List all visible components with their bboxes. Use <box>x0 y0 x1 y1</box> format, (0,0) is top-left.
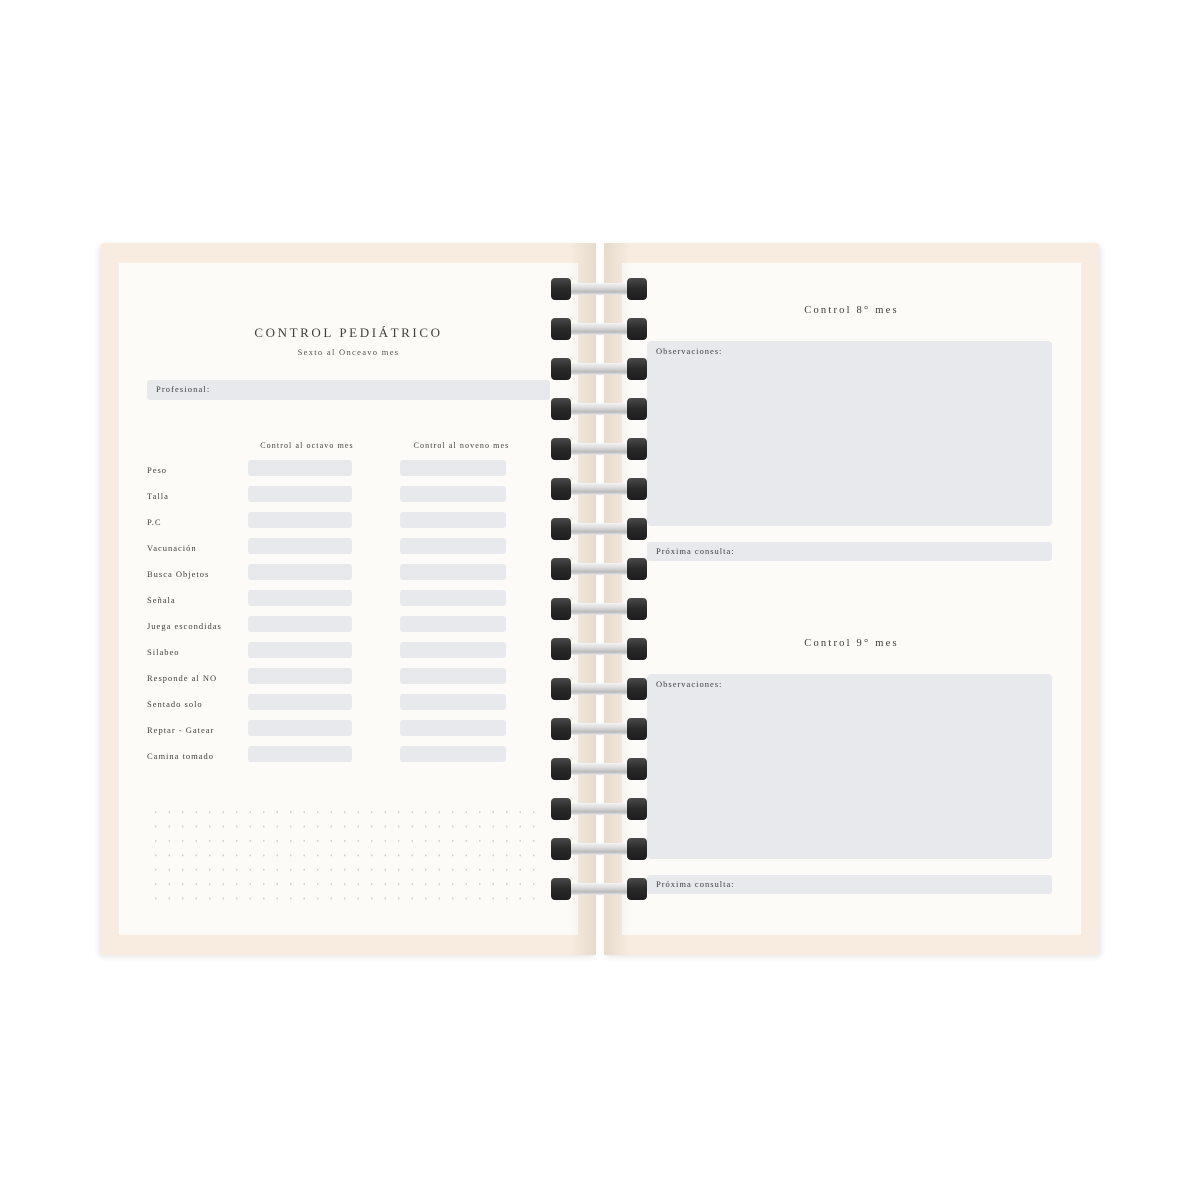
row-label-talla: Talla <box>147 491 169 501</box>
row-label-sentado-solo: Sentado solo <box>147 699 203 709</box>
input-reptar-gatear-month8[interactable] <box>248 720 352 736</box>
input-reptar-gatear-month9[interactable] <box>400 720 506 736</box>
row-label-vacunacion: Vacunación <box>147 543 197 553</box>
input-silabeo-month9[interactable] <box>400 642 506 658</box>
input-peso-month9[interactable] <box>400 460 506 476</box>
input-pc-month9[interactable] <box>400 512 506 528</box>
input-senala-month8[interactable] <box>248 590 352 606</box>
input-camina-tomado-month9[interactable] <box>400 746 506 762</box>
right-page <box>604 243 1099 955</box>
input-juega-escondidas-month9[interactable] <box>400 616 506 632</box>
page-subtitle: Sexto al Onceavo mes <box>297 347 400 357</box>
input-talla-month8[interactable] <box>248 486 352 502</box>
observations-label-month8: Observaciones: <box>656 346 723 356</box>
next-appointment-label-month8: Próxima consulta: <box>656 546 735 556</box>
input-talla-month9[interactable] <box>400 486 506 502</box>
input-busca-objetos-month9[interactable] <box>400 564 506 580</box>
input-silabeo-month8[interactable] <box>248 642 352 658</box>
input-camina-tomado-month8[interactable] <box>248 746 352 762</box>
section-title-month9: Control 9° mes <box>804 638 899 649</box>
input-responde-al-no-month8[interactable] <box>248 668 352 684</box>
next-appointment-field-month9[interactable] <box>647 875 1052 894</box>
observations-label-month9: Observaciones: <box>656 679 723 689</box>
professional-field[interactable] <box>147 380 550 400</box>
input-pc-month8[interactable] <box>248 512 352 528</box>
next-appointment-label-month9: Próxima consulta: <box>656 879 735 889</box>
input-senala-month9[interactable] <box>400 590 506 606</box>
input-juega-escondidas-month8[interactable] <box>248 616 352 632</box>
open-notebook <box>101 243 1099 955</box>
row-label-busca-objetos: Busca Objetos <box>147 569 210 579</box>
row-label-pc: P.C <box>147 517 162 527</box>
left-page <box>101 243 596 955</box>
left-sheet <box>119 263 578 935</box>
dot-grid-notes-area[interactable] <box>147 803 545 911</box>
input-sentado-solo-month9[interactable] <box>400 694 506 710</box>
row-label-reptar-gatear: Reptar - Gatear <box>147 725 215 735</box>
input-responde-al-no-month9[interactable] <box>400 668 506 684</box>
spiral-binding <box>551 278 651 918</box>
input-vacunacion-month9[interactable] <box>400 538 506 554</box>
column-header-month8: Control al octavo mes <box>260 441 354 450</box>
row-label-juega-escondidas: Juega escondidas <box>147 621 222 631</box>
observations-field-month8[interactable] <box>647 341 1052 526</box>
row-label-camina-tomado: Camina tomado <box>147 751 215 761</box>
row-label-peso: Peso <box>147 465 168 475</box>
next-appointment-field-month8[interactable] <box>647 542 1052 561</box>
page-title: CONTROL PEDIÁTRICO <box>254 325 443 340</box>
input-vacunacion-month8[interactable] <box>248 538 352 554</box>
right-sheet <box>622 263 1081 935</box>
input-sentado-solo-month8[interactable] <box>248 694 352 710</box>
input-busca-objetos-month8[interactable] <box>248 564 352 580</box>
observations-field-month9[interactable] <box>647 674 1052 859</box>
section-title-month8: Control 8° mes <box>804 305 899 316</box>
row-label-silabeo: Silabeo <box>147 647 180 657</box>
input-peso-month8[interactable] <box>248 460 352 476</box>
row-label-senala: Señala <box>147 595 176 605</box>
professional-label: Profesional: <box>156 384 211 394</box>
row-label-responde-al-no: Responde al NO <box>147 673 218 683</box>
column-header-month9: Control al noveno mes <box>413 441 510 450</box>
